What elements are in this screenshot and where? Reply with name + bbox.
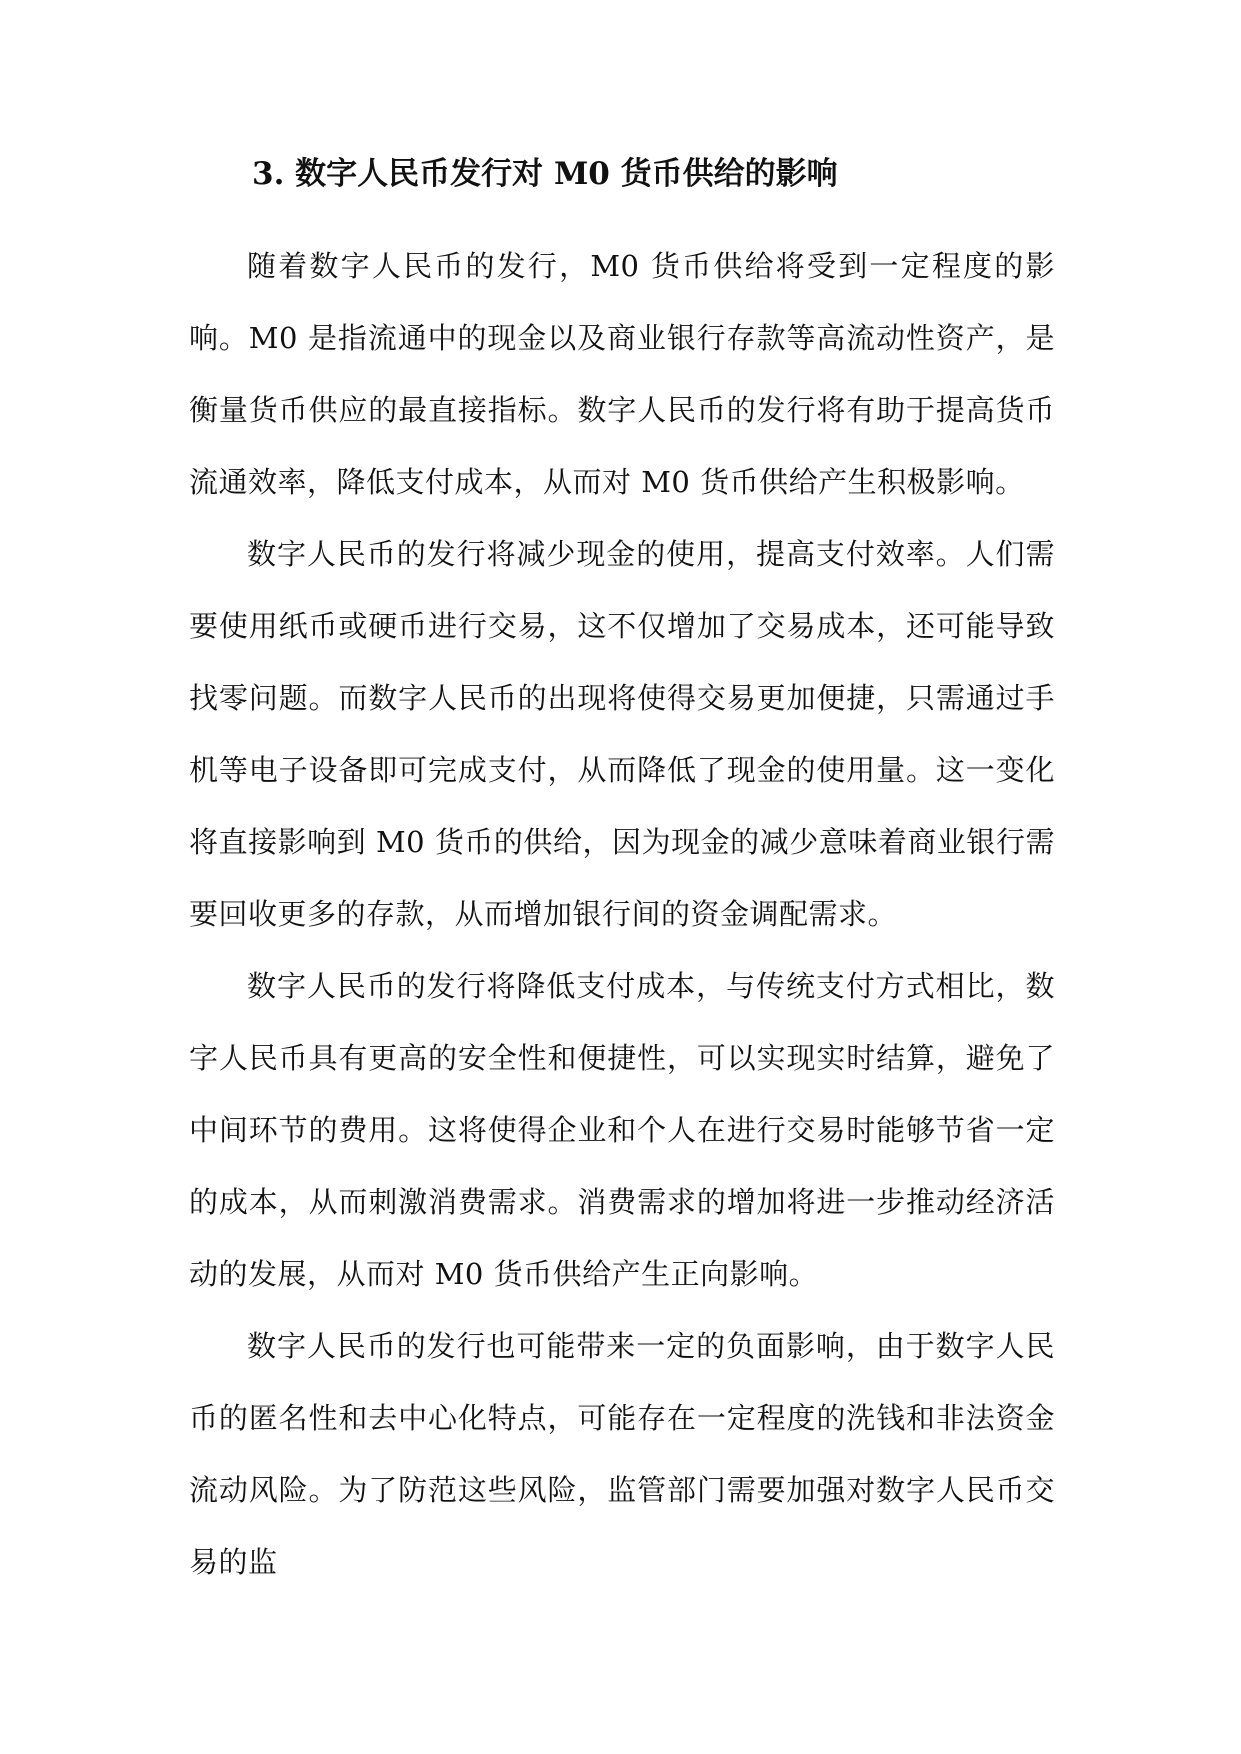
- paragraph-1: 随着数字人民币的发行，M0 货币供给将受到一定程度的影响。M0 是指流通中的现金以及商业银行存款等高流动性资产，是衡量货币供应的最直接指标。数字人民币的发行将有助于提高货币流通效率，降低支付成本，从而对 M0 货币供给产生积极影响。: [189, 249, 1055, 499]
- paragraph-3: 数字人民币的发行将降低支付成本，与传统支付方式相比，数字人民币具有更高的安全性和便捷性，可以实现实时结算，避免了中间环节的费用。这将使得企业和个人在进行交易时能够节省一定的成本，从而刺激消费需求。消费需求的增加将进一步推动经济活动的发展，从而对 M0 货币供给产生正向影响。: [189, 969, 1055, 1291]
- document-body: [189, 230, 1055, 1598]
- paragraph-4: 数字人民币的发行也可能带来一定的负面影响，由于数字人民币的匿名性和去中心化特点，可能存在一定程度的洗钱和非法资金流动风险。为了防范这些风险，监管部门需要加强对数字人民币交易的监: [189, 1329, 1055, 1579]
- paragraph-2: 数字人民币的发行将减少现金的使用，提高支付效率。人们需要使用纸币或硬币进行交易，这不仅增加了交易成本，还可能导致找零问题。而数字人民币的出现将使得交易更加便捷，只需通过手机等电子设备即可完成支付，从而降低了现金的使用量。这一变化将直接影响到 M0 货币的供给，因为现金的减少意味着商业银行需要回收更多的存款，从而增加银行间的资金调配需求。: [189, 537, 1055, 931]
- section-heading: 3. 数字人民币发行对 M0 货币供给的影响: [252, 156, 838, 192]
